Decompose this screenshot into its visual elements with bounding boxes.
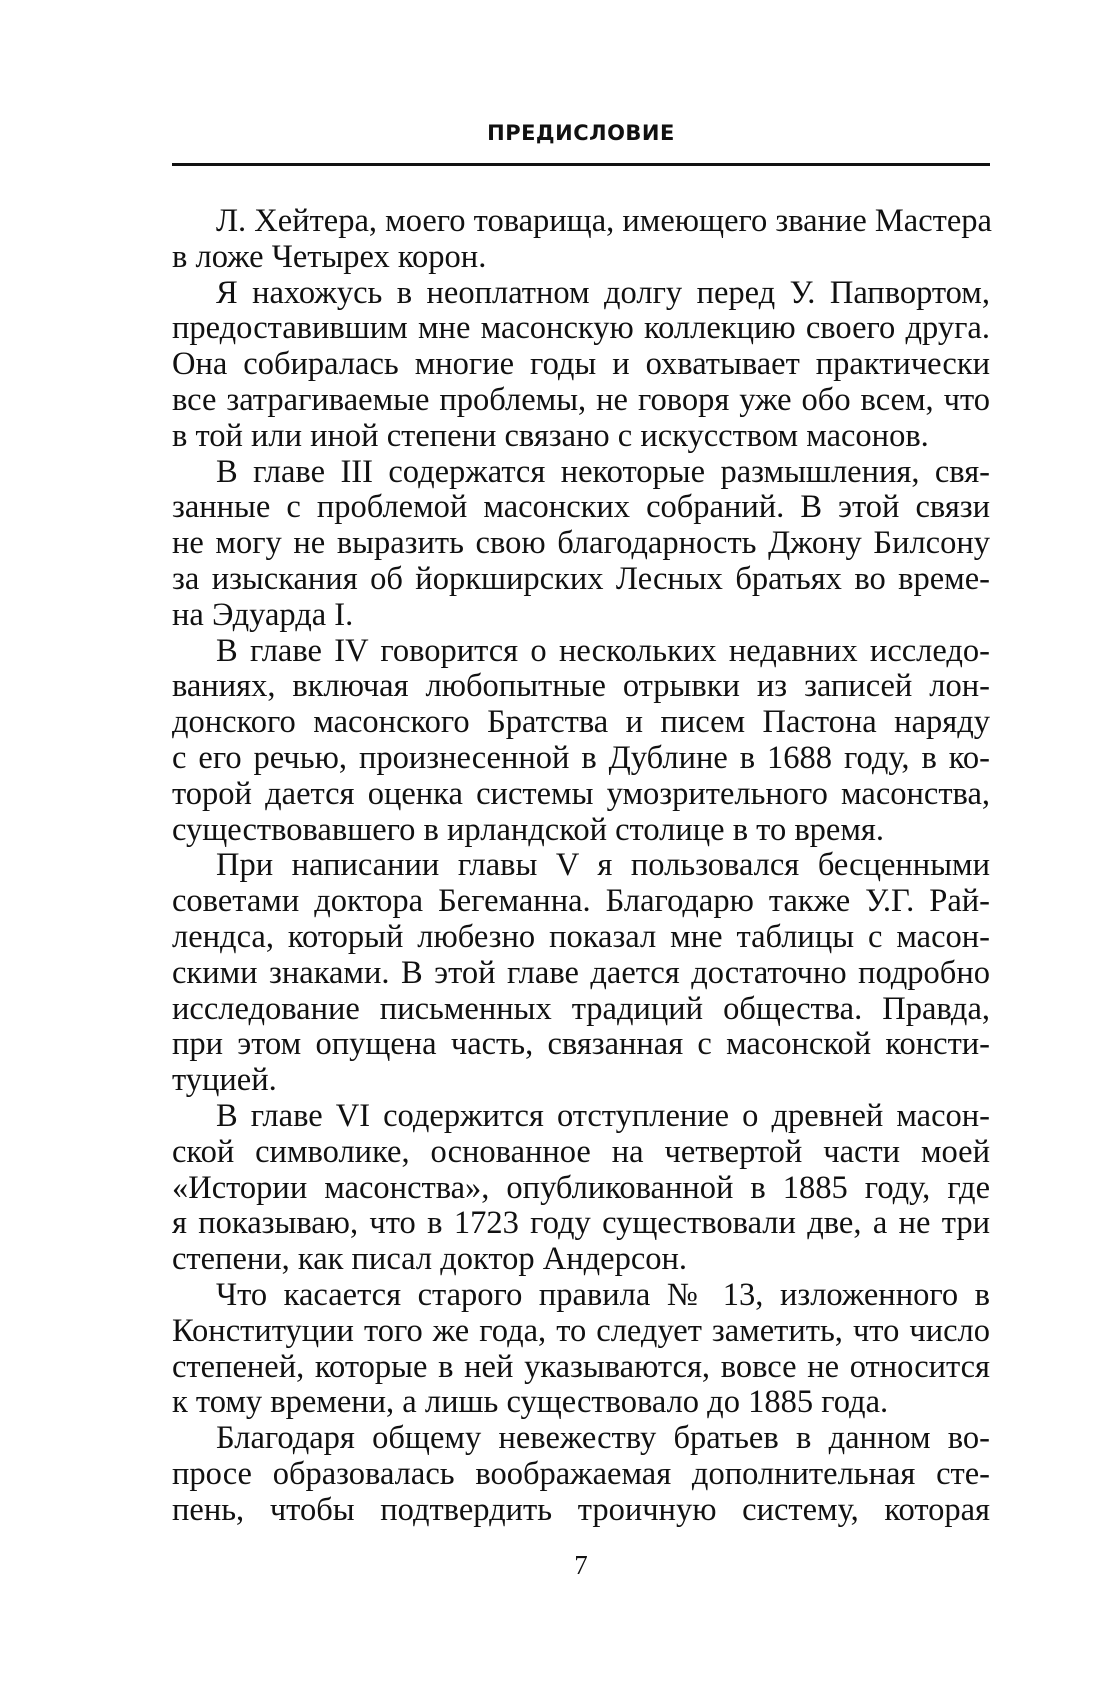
text-line: Я нахожусь в неоплатном долгу перед У. Папвортом, xyxy=(216,274,990,311)
text-line: Что касается старого правила № 13, изложенного в xyxy=(216,1276,990,1313)
text-line: просе образовалась воображаемая дополнительная сте- xyxy=(172,1455,990,1492)
text-line: В главе IV говорится о нескольких недавних исследо- xyxy=(216,632,990,669)
text-line: с его речью, произнесенной в Дублине в 1688 году, в ко- xyxy=(172,739,990,776)
text-line: донского масонского Братства и писем Пастона наряду xyxy=(172,704,990,741)
text-line: исследование письменных традиций общества. Правда, xyxy=(172,990,990,1027)
text-line: занные с проблемой масонских собраний. В этой связи xyxy=(172,489,990,526)
text-line: ваниях, включая любопытные отрывки из записей лон- xyxy=(172,668,990,705)
paragraph xyxy=(172,455,990,634)
text-line: существовавшего в ирландской столице в то время. xyxy=(172,811,884,848)
text-line: все затрагиваемые проблемы, не говоря уже обо всем, что xyxy=(172,381,990,418)
text-line: «Истории масонства», опубликованной в 1885 году, где xyxy=(172,1169,990,1206)
text-line: при этом опущена часть, связанная с масонской консти- xyxy=(172,1026,990,1063)
text-line: ской символике, основанное на четвертой части моей xyxy=(172,1133,990,1170)
text-line: в ложе Четырех корон. xyxy=(172,238,487,275)
paragraph xyxy=(172,634,990,849)
text-line: Конституции того же года, то следует заметить, что число xyxy=(172,1312,990,1349)
text-line: я показываю, что в 1723 году существовали две, а не три xyxy=(172,1205,990,1242)
text-line: не могу не выразить свою благодарность Джону Билсону xyxy=(172,525,990,562)
text-line: советами доктора Бегеманна. Благодарю также У.Г. Рай- xyxy=(172,883,990,920)
header-rule xyxy=(172,163,990,166)
text-line: за изыскания об йоркширских Лесных братьях во време- xyxy=(172,560,990,597)
text-line: При написании главы V я пользовался бесценными xyxy=(216,847,990,884)
text-line: на Эдуарда I. xyxy=(172,596,354,633)
text-line: лендса, который любезно показал мне таблицы с масон- xyxy=(172,918,990,955)
text-line: Л. Хейтера, моего товарища, имеющего звание Мастера xyxy=(216,203,992,239)
paragraph xyxy=(172,1278,990,1421)
text-line: степени, как писал доктор Андерсон. xyxy=(172,1241,688,1278)
text-line: степеней, которые в ней указываются, вовсе не относится xyxy=(172,1348,990,1385)
text-line: к тому времени, а лишь существовало до 1885 года. xyxy=(172,1384,889,1421)
body-text xyxy=(172,204,990,1528)
paragraph xyxy=(172,204,990,276)
paragraph xyxy=(172,848,990,1099)
text-line: в той или иной степени связано с искусством масонов. xyxy=(172,417,929,454)
running-head: ПРЕДИСЛОВИЕ xyxy=(487,121,675,145)
text-line: пень, чтобы подтвердить троичную систему, которая xyxy=(172,1491,990,1528)
text-line: торой дается оценка системы умозрительного масонства, xyxy=(172,775,990,812)
paragraph xyxy=(172,1421,990,1528)
page-number: 7 xyxy=(574,1550,588,1580)
text-line: туцией. xyxy=(172,1062,277,1099)
paragraph xyxy=(172,276,990,455)
text-line: В главе III содержатся некоторые размышления, свя- xyxy=(216,453,990,490)
text-line: Она собиралась многие годы и охватывает практически xyxy=(172,346,990,383)
paragraph xyxy=(172,1099,990,1278)
text-line: скими знаками. В этой главе дается достаточно подробно xyxy=(172,954,990,991)
text-line: Благодаря общему невежеству братьев в данном во- xyxy=(216,1420,990,1457)
text-line: В главе VI содержится отступление о древней масон- xyxy=(216,1097,990,1134)
text-line: предоставившим мне масонскую коллекцию своего друга. xyxy=(172,310,990,347)
